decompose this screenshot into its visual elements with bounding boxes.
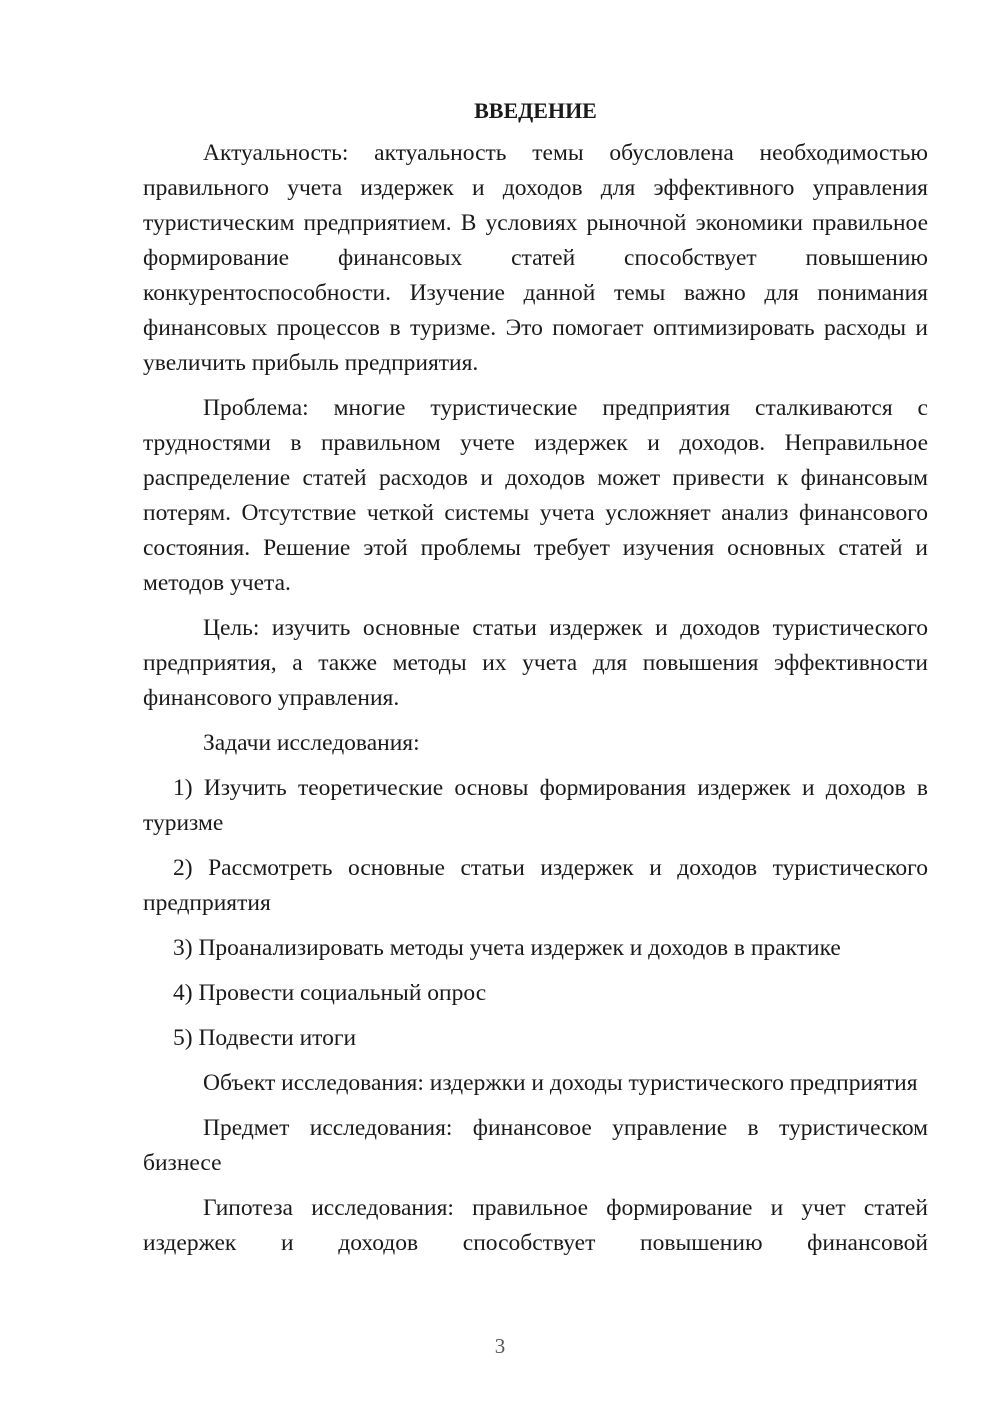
task-item-1: 1) Изучить теоретические основы формирования издержек и доходов в туризме <box>143 775 928 836</box>
page-number: 3 <box>494 1334 506 1358</box>
paragraph-problem: Проблема: многие туристические предприятия сталкиваются с трудностями в правильном учете издержек и доходов. Неправильное распределение статей расходов и доходов может привести к финансовым потерям. Отсутствие четкой системы учета усложняет анализ финансового состояния. Решение этой проблемы требует изучения основных статей и методов учета. <box>143 395 928 596</box>
task-item-5: 5) Подвести итоги <box>173 1025 357 1051</box>
task-item-3: 3) Проанализировать методы учета издержек и доходов в практике <box>173 935 841 961</box>
paragraph-relevance: Актуальность: актуальность темы обусловлена необходимостью правильного учета издержек и доходов для эффективного управления туристическим предприятием. В условиях рыночной экономики правильное формирование финансовых статей способствует повышению конкурентоспособности. Изучение данной темы важно для понимания финансовых процессов в туризме. Это помогает оптимизировать расходы и увеличить прибыль предприятия. <box>143 140 928 376</box>
tasks-heading: Задачи исследования: <box>203 730 420 756</box>
page-body <box>143 96 928 1271</box>
task-item-2: 2) Рассмотреть основные статьи издержек и доходов туристического предприятия <box>143 855 928 916</box>
page-title: ВВЕДЕНИЕ <box>474 98 597 123</box>
task-item-4: 4) Провести социальный опрос <box>173 980 487 1006</box>
paragraph-subject: Предмет исследования: финансовое управление в туристическом бизнесе <box>143 1115 928 1176</box>
paragraph-goal: Цель: изучить основные статьи издержек и доходов туристического предприятия, а также методы их учета для повышения эффективности финансового управления. <box>143 615 928 711</box>
paragraph-hypothesis: Гипотеза исследования: правильное формирование и учет статей издержек и доходов способствует повышению финансовой <box>143 1195 928 1256</box>
paragraph-object: Объект исследования: издержки и доходы туристического предприятия <box>203 1070 918 1096</box>
